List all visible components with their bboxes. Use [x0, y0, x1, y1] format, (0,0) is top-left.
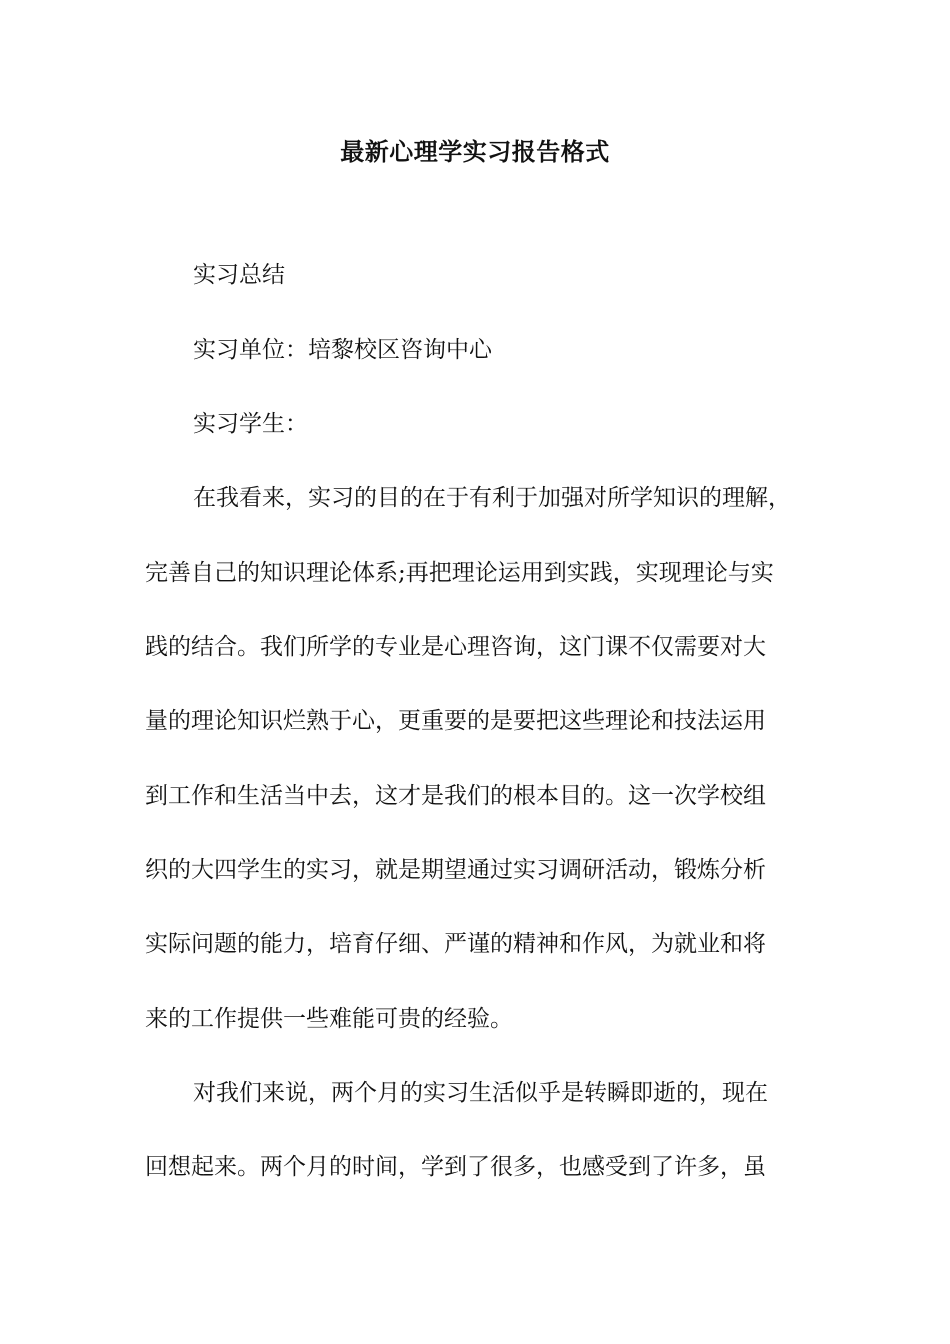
paragraph-line: 对我们来说，两个月的实习生活似乎是转瞬即逝的，现在	[193, 1080, 768, 1106]
paragraph-line: 量的理论知识烂熟于心，更重要的是要把这些理论和技法运用	[145, 708, 766, 734]
paragraph-line: 回想起来。两个月的时间，学到了很多，也感受到了许多，虽	[145, 1154, 766, 1180]
section-heading: 实习总结	[193, 262, 285, 288]
paragraph-line: 来的工作提供一些难能可贵的经验。	[145, 1006, 513, 1032]
paragraph-line: 实际问题的能力，培育仔细、严谨的精神和作风，为就业和将	[145, 931, 766, 957]
paragraph-line: 在我看来，实习的目的在于有利于加强对所学知识的理解，	[193, 485, 791, 511]
paragraph-line: 完善自己的知识理论体系;再把理论运用到实践，实现理论与实	[145, 560, 774, 586]
info-line-unit: 实习单位：培黎校区咨询中心	[193, 337, 492, 363]
paragraph-line: 织的大四学生的实习，就是期望通过实习调研活动，锻炼分析	[145, 857, 766, 883]
paragraph-line: 到工作和生活当中去，这才是我们的根本目的。这一次学校组	[145, 783, 766, 809]
info-line-student: 实习学生：	[193, 411, 308, 437]
document-title: 最新心理学实习报告格式	[340, 137, 610, 166]
paragraph-line: 践的结合。我们所学的专业是心理咨询，这门课不仅需要对大	[145, 634, 766, 660]
